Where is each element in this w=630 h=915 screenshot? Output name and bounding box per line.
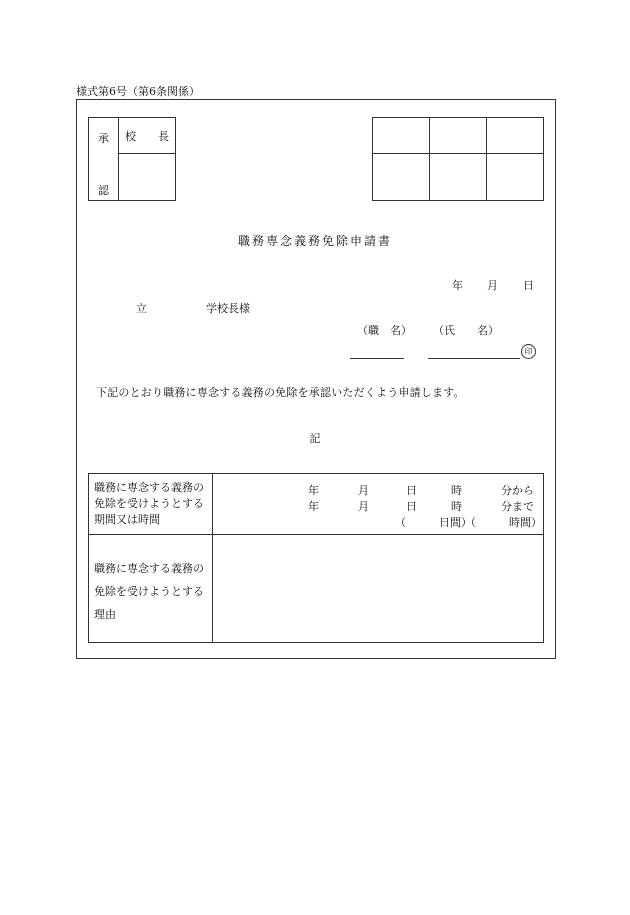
- from-minute: 分から: [501, 484, 534, 497]
- approval-label-cell: [89, 118, 119, 201]
- seal-mark: 印: [521, 344, 536, 359]
- from-year: 年: [308, 484, 319, 497]
- stamp-cell[interactable]: [487, 154, 544, 201]
- to-day: 日: [406, 500, 417, 513]
- name-label: （氏 名）: [433, 324, 499, 337]
- position-field[interactable]: [350, 358, 404, 359]
- principal-stamp-cell[interactable]: [119, 154, 176, 201]
- approval-stamp-box: [88, 117, 176, 201]
- circulation-stamp-grid: [372, 117, 544, 201]
- days-count: （ 日間）: [395, 516, 472, 529]
- to-minute: 分まで: [501, 500, 534, 513]
- stamp-cell[interactable]: [430, 154, 487, 201]
- document-title: 職務専念義務免除申請書: [237, 234, 392, 248]
- addressee-school-head: 学校長様: [206, 302, 250, 315]
- principal-label: 校 長: [119, 118, 176, 154]
- to-month: 月: [358, 500, 369, 513]
- hours-count: （ 時間）: [465, 516, 542, 529]
- form-number: 様式第6号（第6条関係）: [76, 85, 200, 98]
- stamp-cell[interactable]: [430, 118, 487, 154]
- to-year: 年: [308, 500, 319, 513]
- approval-label-bottom: 認: [98, 184, 109, 197]
- stamp-cell[interactable]: [373, 154, 430, 201]
- to-hour: 時: [451, 500, 462, 513]
- period-cell[interactable]: [213, 474, 544, 535]
- reason-field[interactable]: [213, 535, 544, 643]
- reason-label: 職務に専念する義務の免除を受けようとする理由: [89, 535, 213, 643]
- addressee-ritsu: 立: [136, 302, 147, 315]
- from-hour: 時: [451, 484, 462, 497]
- date-month: 月: [487, 279, 498, 292]
- from-day: 日: [406, 484, 417, 497]
- approval-label-top: 承: [98, 132, 109, 145]
- period-label: 職務に専念する義務の免除を受けようとする期間又は時間: [89, 474, 213, 535]
- date-year: 年: [452, 279, 463, 292]
- name-field[interactable]: [428, 358, 520, 359]
- position-label: （職 名）: [357, 324, 412, 337]
- from-month: 月: [358, 484, 369, 497]
- stamp-cell[interactable]: [373, 118, 430, 154]
- date-day: 日: [523, 279, 534, 292]
- ki-heading: 記: [309, 432, 321, 445]
- stamp-cell[interactable]: [487, 118, 544, 154]
- detail-table: [88, 473, 544, 643]
- application-statement: 下記のとおり職務に専念する義務の免除を承認いただくよう申請します。: [96, 386, 465, 399]
